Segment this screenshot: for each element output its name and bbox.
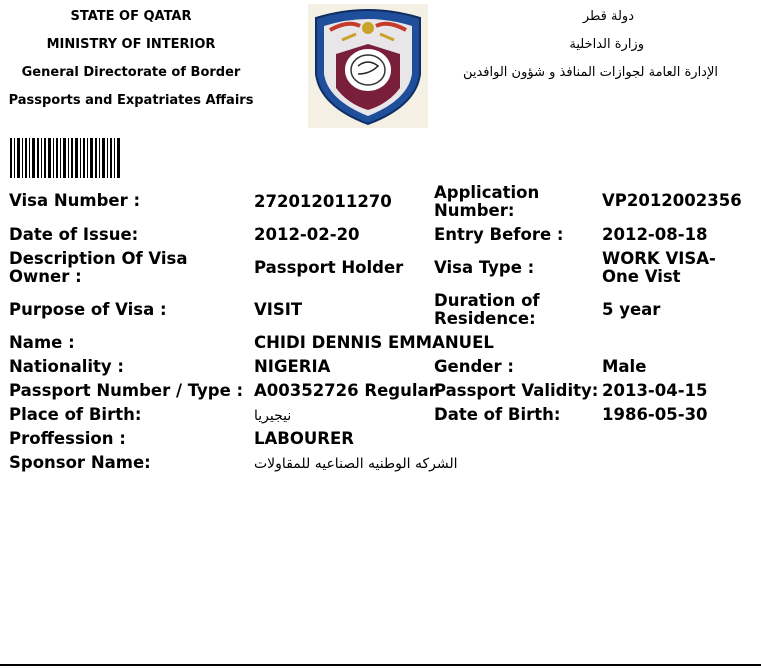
duration-value: 5 year: [602, 300, 661, 319]
application-number-label-line2: Number:: [434, 201, 515, 220]
duration-label-line1: Duration of: [434, 291, 540, 310]
description-label-line2: Owner :: [9, 267, 82, 286]
header-ar-state: دولة قطر: [582, 9, 634, 24]
nationality-value: NIGERIA: [254, 357, 331, 376]
date-of-birth-value: 1986-05-30: [602, 405, 708, 424]
entry-before-value: 2012-08-18: [602, 225, 708, 244]
entry-before-label: Entry Before :: [434, 225, 564, 244]
bottom-divider: [0, 664, 761, 666]
barcode-icon: [10, 138, 122, 178]
visa-type-label: Visa Type :: [434, 258, 535, 277]
header-state: STATE OF QATAR: [70, 9, 192, 24]
passport-validity-label: Passport Validity:: [434, 381, 599, 400]
date-of-issue-value: 2012-02-20: [254, 225, 360, 244]
profession-label: Proffession :: [9, 429, 126, 448]
visa-type-value-line2: One Vist: [602, 267, 681, 286]
purpose-value: VISIT: [254, 300, 303, 319]
profession-value: LABOURER: [254, 429, 354, 448]
date-of-issue-label: Date of Issue:: [9, 225, 139, 244]
place-of-birth-value: نيجيريا: [254, 408, 292, 424]
nationality-label: Nationality :: [9, 357, 125, 376]
header-department: Passports and Expatriates Affairs: [8, 93, 254, 108]
visa-number-label: Visa Number :: [9, 191, 141, 210]
name-label: Name :: [9, 333, 75, 352]
purpose-label: Purpose of Visa :: [9, 300, 167, 319]
header-directorate: General Directorate of Border: [21, 65, 241, 80]
passport-label: Passport Number / Type :: [9, 381, 244, 400]
date-of-birth-label: Date of Birth:: [434, 405, 561, 424]
passport-validity-value: 2013-04-15: [602, 381, 708, 400]
passport-value: A00352726 Regular: [254, 381, 437, 400]
description-label-line1: Description Of Visa: [9, 249, 188, 268]
name-value: CHIDI DENNIS EMMANUEL: [254, 333, 494, 352]
visa-type-value-line1: WORK VISA-: [602, 249, 716, 268]
sponsor-value: الشركه الوطنيه الصناعيه للمقاولات: [254, 456, 458, 472]
description-value: Passport Holder: [254, 258, 404, 277]
duration-label-line2: Residence:: [434, 309, 536, 328]
header-ar-ministry: وزارة الداخلية: [569, 37, 644, 52]
header-ministry: MINISTRY OF INTERIOR: [46, 37, 216, 52]
gender-label: Gender :: [434, 357, 514, 376]
application-number-value: VP2012002356: [602, 191, 742, 210]
header-ar-directorate: الإدارة العامة لجوازات المنافذ و شؤون الوافدين: [462, 65, 718, 80]
gender-value: Male: [602, 357, 647, 376]
visa-number-value: 272012011270: [254, 192, 392, 211]
ministry-emblem-icon: [308, 4, 428, 128]
sponsor-label: Sponsor Name:: [9, 453, 151, 472]
place-of-birth-label: Place of Birth:: [9, 405, 142, 424]
application-number-label-line1: Application: [434, 183, 540, 202]
